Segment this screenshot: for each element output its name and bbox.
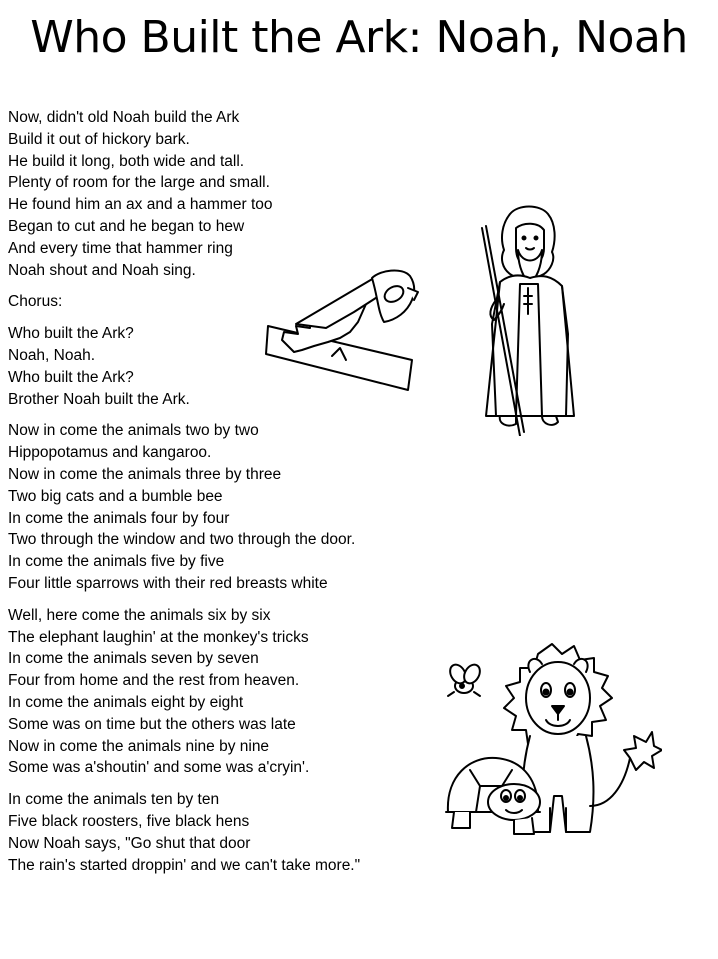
noah-illustration bbox=[470, 204, 580, 436]
lyric-line: Some was on time but the others was late bbox=[8, 715, 296, 733]
lyric-line: In come the animals four by four bbox=[8, 509, 230, 527]
lyric-line: Four from home and the rest from heaven. bbox=[8, 672, 300, 690]
bee-icon bbox=[447, 662, 483, 696]
lyric-line: In come the animals eight by eight bbox=[8, 693, 244, 711]
lyric-line: Now in come the animals three by three bbox=[8, 465, 282, 483]
lyric-line: Now in come the animals nine by nine bbox=[8, 737, 270, 755]
lyric-line: Began to cut and he began to hew bbox=[8, 217, 245, 235]
lyric-line: Well, here come the animals six by six bbox=[8, 606, 271, 624]
lyric-line: Build it out of hickory bark. bbox=[8, 130, 190, 148]
verse-2 bbox=[8, 420, 448, 594]
lyric-line: Who built the Ark? bbox=[8, 368, 134, 386]
verse-3 bbox=[8, 605, 448, 779]
lyric-line: Now in come the animals two by two bbox=[8, 422, 259, 440]
page-title: Who Built the Ark: Noah, Noah bbox=[30, 12, 688, 63]
lyric-line: Chorus: bbox=[8, 293, 63, 311]
lyric-line: In come the animals ten by ten bbox=[8, 791, 220, 809]
lyric-line: Five black roosters, five black hens bbox=[8, 812, 250, 830]
lyric-line: Plenty of room for the large and small. bbox=[8, 174, 270, 192]
lyric-line: The rain's started droppin' and we can't take more." bbox=[8, 856, 361, 874]
lyric-line: He build it long, both wide and tall. bbox=[8, 152, 245, 170]
lyric-line: Hippopotamus and kangaroo. bbox=[8, 444, 212, 462]
verse-4 bbox=[8, 789, 448, 876]
lyric-line: And every time that hammer ring bbox=[8, 239, 233, 257]
lyric-line: Now Noah says, "Go shut that door bbox=[8, 834, 251, 852]
lyric-line: In come the animals seven by seven bbox=[8, 650, 259, 668]
lyric-line: Noah shout and Noah sing. bbox=[8, 261, 196, 279]
lyric-line: Who built the Ark? bbox=[8, 325, 134, 343]
lyric-line: He found him an ax and a hammer too bbox=[8, 196, 273, 214]
lyric-line: Two through the window and two through the door. bbox=[8, 531, 356, 549]
lyric-line: Two big cats and a bumble bee bbox=[8, 487, 223, 505]
lyric-line: Brother Noah built the Ark. bbox=[8, 390, 190, 408]
lyric-line: Noah, Noah. bbox=[8, 346, 96, 364]
verse-1 bbox=[8, 107, 448, 281]
lyric-line: Some was a'shoutin' and some was a'cryin'. bbox=[8, 759, 310, 777]
lyric-line: The elephant laughin' at the monkey's tricks bbox=[8, 628, 309, 646]
lyric-line: Now, didn't old Noah build the Ark bbox=[8, 109, 240, 126]
lyric-line: Four little sparrows with their red breasts white bbox=[8, 574, 328, 592]
animals-illustration bbox=[440, 636, 662, 846]
saw-icon bbox=[262, 268, 427, 393]
lyrics bbox=[8, 107, 448, 886]
lyric-line: In come the animals five by five bbox=[8, 553, 225, 571]
